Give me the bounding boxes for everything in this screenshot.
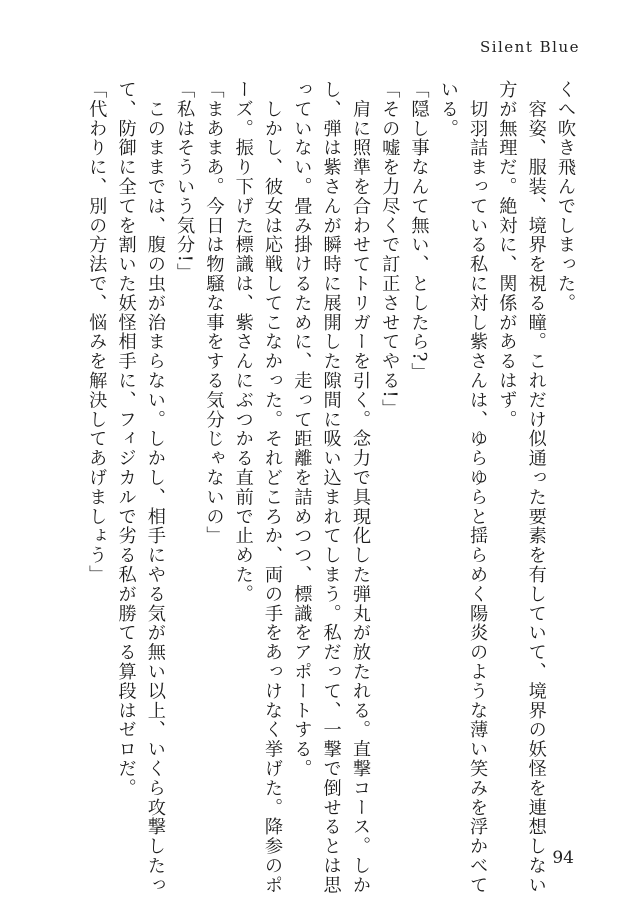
text-line: 方が無理だ。絶対に、関係があるはず。 bbox=[496, 80, 518, 430]
text-line: いる。 bbox=[437, 80, 459, 139]
text-line: 「隠し事なんて無い、としたら?」 bbox=[408, 80, 430, 382]
text-line: 肩に照準を合わせてトリガーを引く。念力で具現化した弾丸が放たれる。直撃コース。しか bbox=[349, 80, 371, 895]
text-line: 「代わりに、別の方法で、悩みを解決してあげましょう」 bbox=[86, 80, 108, 585]
text-line: 「私はそういう気分!」 bbox=[174, 80, 196, 283]
text-line: て、防御に全てを割いた妖怪相手に、フィジカルで劣る私が勝てる算段はゼロだ。 bbox=[115, 80, 137, 798]
page-number: 94 bbox=[552, 848, 574, 868]
running-header: Silent Blue bbox=[479, 38, 580, 56]
text-line: し、弾は紫さんが瞬時に展開した隙間に吸い込まれてしまう。私だって、一撃で倒せるとは思 bbox=[320, 80, 342, 895]
text-line: 「まあまあ。今日は物騒な事をする気分じゃないの」 bbox=[203, 80, 225, 546]
text-line: くへ吹き飛んでしまった。 bbox=[555, 80, 576, 313]
text-line: ーズ。振り下げた標識は、紫さんにぶつかる直前で止めた。 bbox=[232, 80, 254, 604]
text-line: 容姿、服装、境界を視る瞳。これだけ似通った要素を有していて、境界の妖怪を連想しない bbox=[525, 80, 547, 895]
text-line: このままでは、腹の虫が治まらない。しかし、相手にやる気が無い以上、いくら攻撃したっ bbox=[144, 80, 166, 895]
text-line: しかし、彼女は応戦してこなかった。それどころか、両の手をあっけなく挙げた。降参のポ bbox=[262, 80, 284, 895]
text-line: っていない。畳み掛けるために、走って距離を詰めつつ、標識をアポートする。 bbox=[291, 80, 313, 779]
text-line: 切羽詰まっている私に対し紫さんは、ゆらゆらと揺らめく陽炎のような薄い笑みを浮かべて bbox=[467, 80, 489, 895]
text-line: 「その嘘を力尽くで訂正させてやる!」 bbox=[379, 80, 401, 419]
